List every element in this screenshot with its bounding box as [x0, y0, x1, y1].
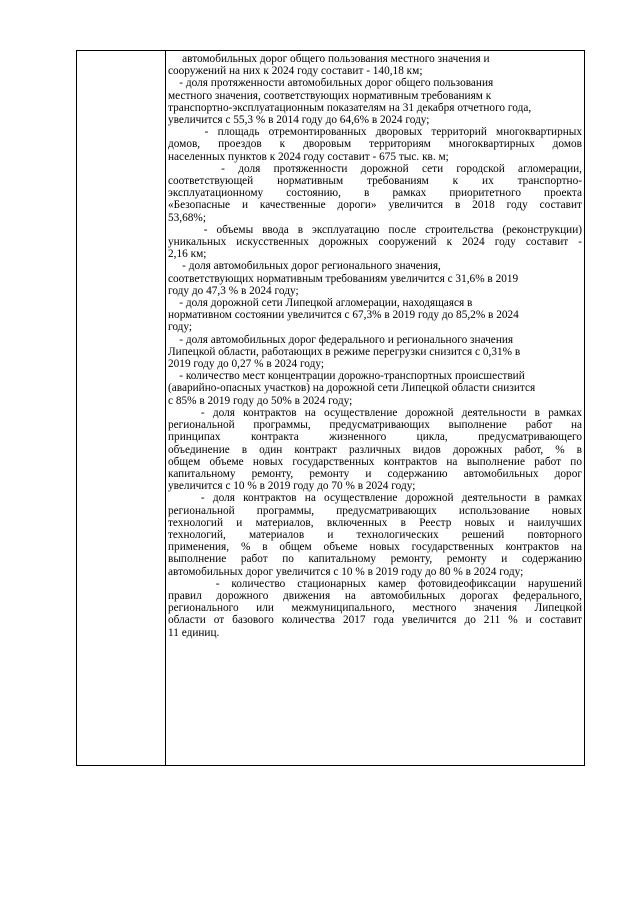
paragraph [168, 578, 582, 639]
text-line: году; [168, 321, 193, 334]
text-line: году до 47,3 % в 2024 году; [168, 284, 299, 297]
text-line: региональной программы, предусматривающих использование новых [168, 504, 582, 517]
text-line: соответствующей нормативным требованиям к их транспортно- [168, 175, 582, 188]
text-line: технологий, материалов и технологических решений повторного [168, 528, 582, 541]
text-line: местного значения, соответствующих нормативным требованиям к [168, 89, 492, 102]
text-line: - доля протяженности автомобильных дорог общего пользования [168, 77, 494, 90]
text-line: эксплуатационному состоянию, в рамках приоритетного проекта [168, 187, 582, 200]
text-line: населенных пунктов к 2024 году составит - 675 тыс. кв. м; [168, 150, 449, 163]
text-line: увеличится с 55,3 % в 2014 году до 64,6% в 2024 году; [168, 114, 430, 127]
paragraph [168, 407, 582, 492]
paragraph [168, 370, 582, 407]
text-line: правил дорожного движения на автомобильных дорогах федерального, [168, 589, 582, 602]
text-line: капитальному ремонту, ремонту и содержанию автомобильных дорог [168, 467, 582, 480]
text-line: автомобильных дорог увеличится с 10 % в 2019 году до 80 % в 2024 году; [168, 565, 524, 578]
text-line: региональной программы, предусматривающих выполнение работ на [168, 419, 582, 432]
paragraph [168, 297, 582, 334]
text-line: - доля контрактов на осуществление дорожной деятельности в рамках [168, 492, 582, 505]
text-line: автомобильных дорог общего пользования местного значения и [168, 53, 490, 65]
paragraph [168, 77, 582, 126]
text-line: - доля дорожной сети Липецкой агломерации, находящаяся в [168, 297, 473, 310]
text-line: технологий и материалов, включенных в Реестр новых и наилучших [168, 516, 582, 529]
text-line: выполнение работ по капитальному ремонту, ремонту и содержанию [168, 553, 582, 566]
paragraph [168, 334, 582, 371]
text-line: нормативном состоянии увеличится с 67,3% в 2019 году до 85,2% в 2024 [168, 309, 519, 322]
text-line: - площадь отремонтированных дворовых территорий многоквартирных [168, 126, 582, 139]
table-text-cell [168, 53, 582, 639]
text-line: 53,68%; [168, 211, 206, 224]
text-line: объединение в один контракт различных видов дорожных работ, % в [168, 443, 582, 456]
text-line: - количество мест концентрации дорожно-транспортных происшествий [168, 370, 525, 383]
text-line: области от базового количества 2017 года увеличится до 211 % и составит [168, 614, 582, 627]
text-line: с 85% в 2019 году до 50% в 2024 году; [168, 394, 353, 407]
text-line: (аварийно-опасных участков) на дорожной сети Липецкой области снизится [168, 382, 536, 395]
text-line: «Безопасные и качественные дороги» увеличится в 2018 году составит [168, 199, 582, 212]
text-line: уникальных искусственных дорожных сооружений к 2024 году составит - [168, 236, 582, 249]
text-line: - доля контрактов на осуществление дорожной деятельности в рамках [168, 406, 582, 419]
paragraph [168, 163, 582, 224]
text-line: применения, % в общем объеме новых государственных контрактов на [168, 541, 582, 554]
text-line: Липецкой области, работающих в режиме перегрузки снизится с 0,31% в [168, 345, 521, 358]
text-line: транспортно-эксплуатационным показателям на 31 декабря отчетного года, [168, 101, 532, 114]
text-line: 2,16 км; [168, 248, 207, 261]
paragraph [168, 224, 582, 261]
text-line: домов, проездов к дворовым территориям многоквартирных домов [168, 138, 582, 151]
text-line: общем объеме новых государственных контрактов на выполнение работ по [168, 455, 582, 468]
text-line: - доля протяженности дорожной сети городской агломерации, [168, 162, 582, 175]
text-line: регионального или межмуниципального, местного значения Липецкой [168, 602, 582, 615]
paragraph [168, 53, 582, 77]
text-line: - объемы ввода в эксплуатацию после строительства (реконструкции) [168, 223, 582, 236]
text-line: соответствующих нормативным требованиям увеличится с 31,6% в 2019 [168, 272, 519, 285]
paragraph [168, 492, 582, 577]
text-line: - доля автомобильных дорог регионального значения, [168, 260, 441, 273]
text-line: сооружений на них к 2024 году составит - 140,18 км; [168, 65, 423, 78]
text-line: - количество стационарных камер фотовидеофиксации нарушений [168, 577, 582, 590]
text-line: увеличится с 10 % в 2019 году до 70 % в 2024 году; [168, 480, 416, 493]
paragraph [168, 126, 582, 163]
text-line: - доля автомобильных дорог федерального и регионального значения [168, 333, 514, 346]
paragraph [168, 260, 582, 297]
text-line: 2019 году до 0,27 % в 2024 году; [168, 358, 324, 371]
table-column-divider [165, 50, 166, 766]
text-line: принципах контракта жизненного цикла, предусматривающего [168, 431, 582, 444]
text-line: 11 единиц. [168, 626, 220, 639]
